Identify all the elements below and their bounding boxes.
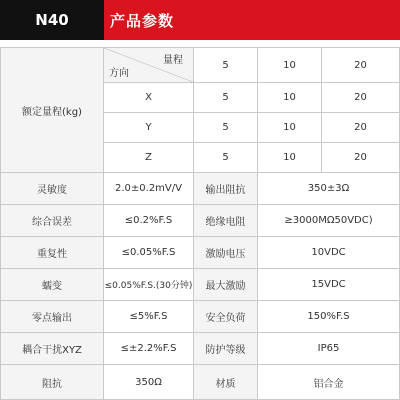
direction-label: X bbox=[104, 83, 194, 113]
direction-label: Z bbox=[104, 143, 194, 173]
spec-value: IP65 bbox=[258, 333, 400, 365]
spec-label: 最大激励 bbox=[194, 269, 258, 301]
spec-value: 350Ω bbox=[104, 365, 194, 400]
spec-label: 灵敏度 bbox=[0, 173, 104, 205]
spec-label: 零点输出 bbox=[0, 301, 104, 333]
range-value: 10 bbox=[258, 143, 322, 173]
spec-label: 安全负荷 bbox=[194, 301, 258, 333]
spec-label: 激励电压 bbox=[194, 237, 258, 269]
spec-label: 蠕变 bbox=[0, 269, 104, 301]
range-value: 5 bbox=[194, 143, 258, 173]
direction-label: Y bbox=[104, 113, 194, 143]
range-column-header: 10 bbox=[258, 47, 322, 83]
spec-label: 输出阻抗 bbox=[194, 173, 258, 205]
spec-label: 材质 bbox=[194, 365, 258, 400]
range-value: 20 bbox=[322, 83, 400, 113]
spec-label: 防护等级 bbox=[194, 333, 258, 365]
page-title: 产品参数 bbox=[104, 0, 400, 40]
spec-label: 阻抗 bbox=[0, 365, 104, 400]
header-bar bbox=[0, 0, 400, 40]
corner-direction-label: 方向 bbox=[109, 68, 129, 79]
spec-sheet bbox=[0, 47, 400, 400]
range-value: 20 bbox=[322, 113, 400, 143]
spec-label: 综合误差 bbox=[0, 205, 104, 237]
spec-value: ≥3000MΩ50VDC) bbox=[258, 205, 400, 237]
spec-value: 350±3Ω bbox=[258, 173, 400, 205]
spec-value: ≤0.05%F.S.(30分钟) bbox=[104, 269, 194, 301]
range-value: 20 bbox=[322, 143, 400, 173]
spec-value: ≤0.2%F.S bbox=[104, 205, 194, 237]
spec-value: 铝合金 bbox=[258, 365, 400, 400]
spec-value: 10VDC bbox=[258, 237, 400, 269]
spec-value: ≤0.05%F.S bbox=[104, 237, 194, 269]
spec-value: 150%F.S bbox=[258, 301, 400, 333]
range-value: 5 bbox=[194, 113, 258, 143]
spec-value: 2.0±0.2mV/V bbox=[104, 173, 194, 205]
range-column-header: 5 bbox=[194, 47, 258, 83]
spec-value: ≤5%F.S bbox=[104, 301, 194, 333]
corner-range-label: 量程 bbox=[163, 55, 183, 66]
spec-label: 重复性 bbox=[0, 237, 104, 269]
model-label: N40 bbox=[0, 0, 104, 40]
range-direction-corner bbox=[104, 47, 194, 83]
range-value: 5 bbox=[194, 83, 258, 113]
range-value: 10 bbox=[258, 83, 322, 113]
rated-range-label: 额定量程(kg) bbox=[0, 47, 104, 173]
spec-value: 15VDC bbox=[258, 269, 400, 301]
spec-label: 绝缘电阻 bbox=[194, 205, 258, 237]
range-value: 10 bbox=[258, 113, 322, 143]
range-column-header: 20 bbox=[322, 47, 400, 83]
spec-value: ≤±2.2%F.S bbox=[104, 333, 194, 365]
spec-label: 耦合干扰XYZ bbox=[0, 333, 104, 365]
